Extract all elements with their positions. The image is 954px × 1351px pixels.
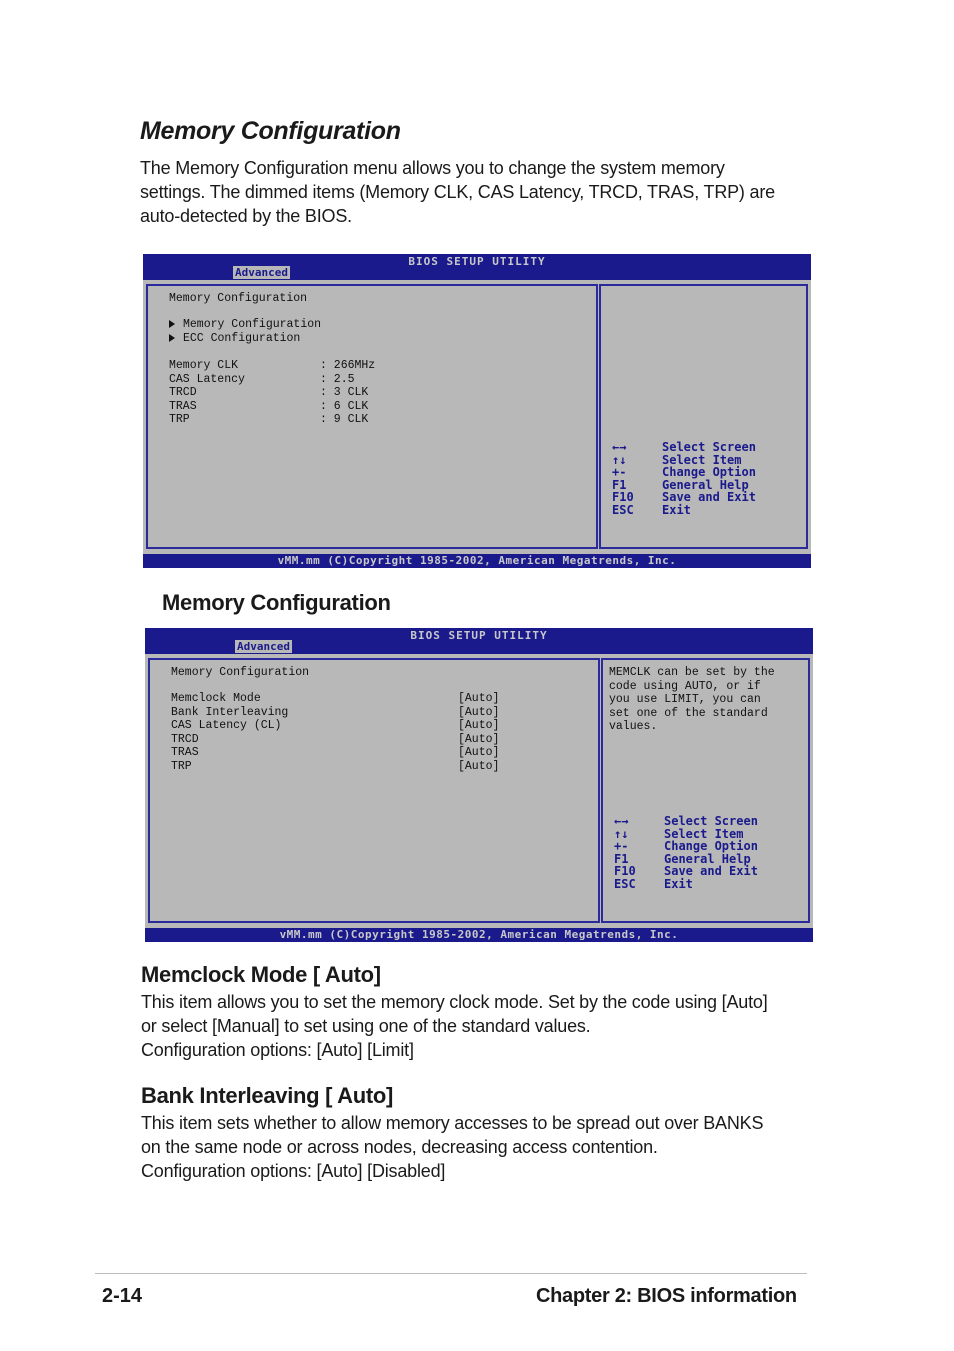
- intro-line: The Memory Configuration menu allows you to change the system memory: [140, 158, 725, 178]
- submenu-memory-configuration[interactable]: [169, 318, 321, 332]
- status-row: [169, 373, 375, 387]
- memclock-heading: Memclock Mode [ Auto]: [141, 962, 381, 987]
- status-label: TRP: [169, 413, 190, 426]
- key-name: ←→: [612, 440, 627, 454]
- key-name: +-: [612, 465, 627, 480]
- bios-main-panel: [148, 658, 600, 923]
- status-value: : 6 CLK: [320, 399, 369, 413]
- description-line: This item allows you to set the memory clock mode. Set by the code using [Auto]: [141, 992, 768, 1012]
- status-row: [169, 400, 375, 414]
- memclock-description: [141, 990, 841, 1062]
- key-action: Select Screen: [664, 814, 758, 828]
- key-name: ↑↓: [614, 826, 629, 841]
- help-line: code using AUTO, or if: [609, 679, 761, 693]
- key-name: ESC: [614, 876, 636, 891]
- tab-advanced[interactable]: Advanced: [237, 640, 290, 653]
- setting-value: [Auto]: [458, 746, 500, 759]
- intro-line: auto-detected by the BIOS.: [140, 206, 352, 226]
- setting-value: [Auto]: [458, 759, 500, 773]
- status-label: CAS Latency: [169, 372, 245, 386]
- key-name: F1: [614, 851, 629, 866]
- setting-tras[interactable]: [171, 746, 499, 760]
- key-action: Select Screen: [662, 440, 756, 454]
- setting-trp[interactable]: [171, 760, 499, 774]
- key-row: [612, 441, 756, 454]
- setting-bank-interleaving[interactable]: [171, 706, 499, 720]
- help-line: MEMCLK can be set by the: [609, 666, 775, 679]
- bios-title: BIOS SETUP UTILITY: [408, 255, 546, 268]
- settings-list: [171, 692, 499, 773]
- key-action: Exit: [662, 502, 691, 517]
- key-name: ESC: [612, 502, 634, 517]
- help-text: [609, 666, 775, 734]
- setting-label: CAS Latency (CL): [171, 719, 282, 732]
- tab-advanced[interactable]: Advanced: [235, 266, 288, 279]
- help-line: set one of the standard: [609, 706, 768, 720]
- status-value: : 266MHz: [320, 359, 376, 372]
- key-row: [614, 878, 758, 891]
- status-row: [169, 386, 375, 400]
- submenu-ecc-configuration[interactable]: [169, 332, 300, 346]
- setting-memclock-mode[interactable]: [171, 692, 499, 706]
- status-label: TRCD: [169, 386, 197, 399]
- key-name: F1: [612, 477, 627, 492]
- description-line: or select [Manual] to set using one of the standard values.: [141, 1016, 591, 1036]
- key-row: [614, 815, 758, 828]
- key-name: +-: [614, 839, 629, 854]
- key-action: Select Item: [662, 452, 742, 467]
- status-row: [169, 413, 375, 427]
- key-action: Change Option: [662, 465, 756, 480]
- submenu-arrow-icon: [169, 320, 175, 328]
- key-action: Exit: [664, 876, 693, 891]
- help-line: values.: [609, 720, 658, 733]
- key-name: ↑↓: [612, 452, 627, 467]
- key-row: [612, 466, 756, 479]
- bios-screen-2: [145, 628, 813, 942]
- submenu-label: ECC Configuration: [183, 332, 301, 345]
- setting-label: TRAS: [171, 746, 199, 759]
- key-action: Save and Exit: [662, 490, 756, 505]
- bios-help-panel: [599, 284, 808, 549]
- section-title: Memory Configuration: [169, 292, 308, 305]
- key-action: General Help: [664, 851, 751, 866]
- submenu-arrow-icon: [169, 334, 175, 342]
- bios-copyright-bar: vMM.mm (C)Copyright 1985-2002, American Megatrends, Inc.: [143, 554, 811, 568]
- help-line: you use LIMIT, you can: [609, 693, 761, 706]
- status-label: Memory CLK: [169, 359, 239, 372]
- status-value: : 9 CLK: [320, 413, 369, 426]
- description-line: Configuration options: [Auto] [Disabled]: [141, 1161, 446, 1181]
- page-title: Memory Configuration: [140, 117, 401, 145]
- key-row: [612, 504, 756, 517]
- bank-description: [141, 1111, 841, 1183]
- key-name: F10: [614, 864, 636, 879]
- intro-paragraph: [140, 156, 840, 228]
- description-line: on the same node or across nodes, decreasing access contention.: [141, 1137, 658, 1157]
- footer-divider: [95, 1273, 807, 1274]
- setting-label: TRCD: [171, 732, 199, 746]
- key-action: Change Option: [664, 839, 758, 854]
- setting-value: [Auto]: [458, 732, 500, 746]
- bios-main-panel: [146, 284, 598, 549]
- setting-label: Bank Interleaving: [171, 705, 289, 719]
- setting-trcd[interactable]: [171, 733, 499, 747]
- bios-help-panel: [601, 658, 810, 923]
- setting-label: Memclock Mode: [171, 692, 261, 705]
- page-number: 2-14: [102, 1285, 143, 1307]
- setting-value: [Auto]: [458, 705, 500, 719]
- status-value: : 2.5: [320, 372, 355, 386]
- status-label: TRAS: [169, 399, 197, 413]
- key-legend: [614, 815, 758, 891]
- status-row: [169, 359, 375, 373]
- bios-copyright-bar: vMM.mm (C)Copyright 1985-2002, American Megatrends, Inc.: [145, 928, 813, 942]
- description-line: Configuration options: [Auto] [Limit]: [141, 1040, 414, 1060]
- key-row: [614, 840, 758, 853]
- key-action: General Help: [662, 477, 749, 492]
- key-legend: [612, 441, 756, 517]
- bank-heading: Bank Interleaving [ Auto]: [141, 1083, 394, 1108]
- submenu-label: Memory Configuration: [183, 318, 322, 331]
- section-title: Memory Configuration: [171, 666, 310, 679]
- description-line: This item sets whether to allow memory accesses to be spread out over BANKS: [141, 1113, 764, 1133]
- setting-value: [Auto]: [458, 692, 500, 705]
- bios-title: BIOS SETUP UTILITY: [410, 629, 548, 642]
- chapter-title: Chapter 2: BIOS information: [536, 1285, 797, 1307]
- setting-cas-latency[interactable]: [171, 719, 499, 733]
- key-action: Save and Exit: [664, 864, 758, 879]
- setting-label: TRP: [171, 759, 192, 773]
- subheading: Memory Configuration: [162, 590, 391, 615]
- status-value: : 3 CLK: [320, 386, 369, 399]
- intro-line: settings. The dimmed items (Memory CLK, CAS Latency, TRCD, TRAS, TRP) are: [140, 182, 775, 202]
- key-name: F10: [612, 490, 634, 505]
- setting-value: [Auto]: [458, 719, 500, 732]
- bios-screen-1: [143, 254, 811, 568]
- key-name: ←→: [614, 814, 629, 828]
- status-list: [169, 359, 375, 427]
- key-action: Select Item: [664, 826, 744, 841]
